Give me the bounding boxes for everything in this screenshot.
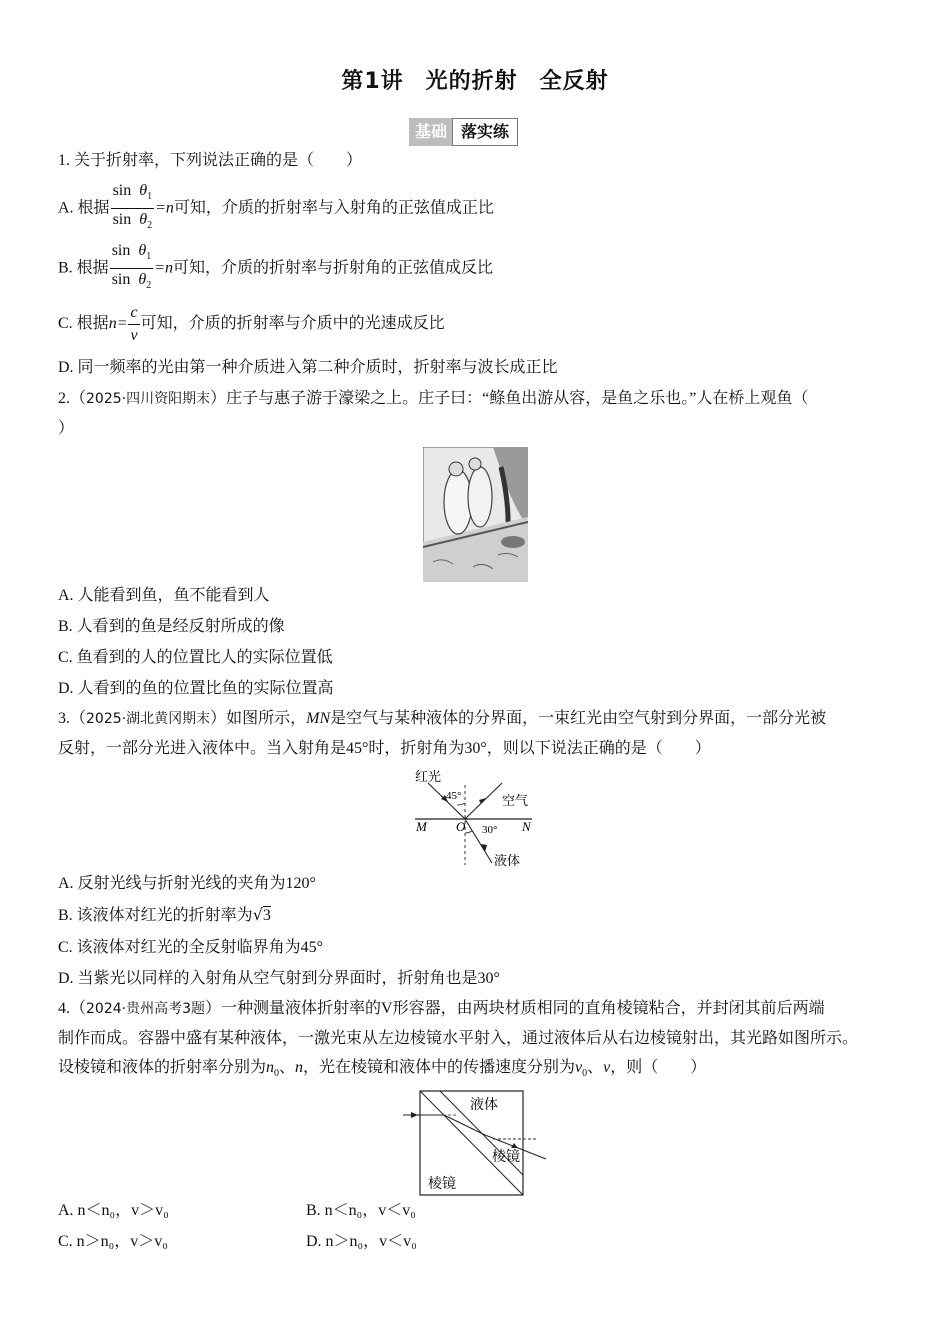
q4-source: 2024·贵州高考3题	[86, 1001, 206, 1017]
label-liquid: 液体	[494, 853, 521, 868]
q1-stem: 1. 关于折射率，下列说法正确的是（ ）	[58, 152, 363, 169]
label-air: 空气	[502, 793, 529, 808]
label-red-light: 红光	[415, 769, 442, 784]
zhuangzi-illustration	[423, 447, 528, 582]
q2-stem: 2.（2025·四川资阳期末）庄子与惠子游于濠梁之上。庄子曰：“鲦鱼出游从容，是鱼之乐也。”人在桥上观鱼（	[58, 390, 809, 407]
q1-option-a[interactable]: A. 根据 $\frac{\sin \theta_1}{\sin \theta_2}$ =n可知，介质的折射率与入射角的正弦值成正比	[58, 180, 494, 237]
section-badge	[409, 118, 518, 146]
refraction-diagram	[410, 765, 540, 870]
q3-option-d[interactable]: D. 当紫光以同样的入射角从空气射到分界面时，折射角也是30°	[58, 970, 500, 987]
q4-option-b[interactable]: B. n＜n₀，v＜v₀	[306, 1202, 416, 1219]
q3-option-c[interactable]: C. 该液体对红光的全反射临界角为45°	[58, 939, 324, 956]
q2-option-d[interactable]: D. 人看到的鱼的位置比鱼的实际位置高	[58, 680, 334, 697]
ink-painting-image	[423, 447, 528, 582]
q4-stem: 4.（2024·贵州高考3题）一种测量液体折射率的V形容器，由两块材质相同的直角棱镜粘合，并封闭其前后两端	[58, 1000, 825, 1017]
sqrt-symbol: √	[252, 905, 263, 924]
q4-option-d[interactable]: D. n＞n₀，v＜v₀	[306, 1233, 417, 1250]
laser-in-liquid	[444, 1115, 485, 1135]
q4-stem-line3: 设棱镜和液体的折射率分别为$n_0$、n，光在棱镜和液体中的传播速度分别为$v_0$、v，则（ ）	[58, 1059, 707, 1080]
q4-option-c[interactable]: C. n＞n₀，v＞v₀	[58, 1233, 168, 1250]
q1-option-d[interactable]: D. 同一频率的光由第一种介质进入第二种介质时，折射率与波长成正比	[58, 359, 558, 376]
label-prism-right: 棱镜	[492, 1150, 520, 1165]
v-container-diagram	[398, 1087, 548, 1197]
q3-stem: 3.（2025·湖北黄冈期末）如图所示，MN是空气与某种液体的分界面，一束红光由空气射到分界面，一部分光被	[58, 710, 827, 727]
sin-ratio-fraction: $\frac{\sin \theta_1}{\sin \theta_2}$	[112, 182, 153, 232]
q4-option-a[interactable]: A. n＜n₀，v＞v₀	[58, 1202, 169, 1219]
topic-refraction: 光的折射	[425, 69, 518, 94]
q2-source: 2025·四川资阳期末	[86, 391, 211, 407]
label-prism-left: 棱镜	[428, 1177, 456, 1192]
label-45deg: 45°	[446, 790, 462, 802]
q2-option-b[interactable]: B. 人看到的鱼是经反射所成的像	[58, 618, 285, 635]
q2-option-a[interactable]: A. 人能看到鱼，鱼不能看到人	[58, 587, 270, 604]
q3-source: 2025·湖北黄冈期末	[86, 711, 211, 727]
c-over-v-fraction: $\frac{c}{v}$	[130, 304, 138, 344]
badge-left: 基础	[409, 118, 453, 146]
label-o: O	[456, 819, 466, 834]
label-n: N	[522, 819, 531, 834]
badge-right: 落实练	[452, 118, 518, 146]
label-m: M	[416, 819, 427, 834]
sin-ratio-fraction: $\frac{\sin \theta_1}{\sin \theta_2}$	[111, 242, 152, 292]
q1-option-b[interactable]: B. 根据 $\frac{\sin \theta_1}{\sin \theta_2}$ =n可知，介质的折射率与折射角的正弦值成反比	[58, 240, 493, 297]
q2-stem-cont: ）	[58, 420, 75, 437]
page-title	[0, 64, 950, 95]
label-liquid: 液体	[470, 1098, 498, 1113]
q4-stem-line2: 制作而成。容器中盛有某种液体，一激光束从左边棱镜水平射入，通过液体后从右边棱镜射出，其光路如图所示。	[58, 1030, 859, 1047]
lecture-number: 第1讲	[341, 69, 404, 94]
q2-option-c[interactable]: C. 鱼看到的人的位置比人的实际位置低	[58, 649, 333, 666]
label-30deg: 30°	[482, 824, 498, 836]
q3-option-b[interactable]: B. 该液体对红光的折射率为√3	[58, 905, 271, 924]
topic-total-reflection: 全反射	[539, 69, 609, 94]
q3-option-a[interactable]: A. 反射光线与折射光线的夹角为120°	[58, 875, 316, 892]
q1-option-c[interactable]: C. 根据n= $\frac{c}{v}$ 可知，介质的折射率与介质中的光速成反比	[58, 302, 445, 347]
q3-stem-cont: 反射，一部分光进入液体中。当入射角是45°时，折射角为30°，则以下说法正确的是（ ）	[58, 740, 711, 757]
